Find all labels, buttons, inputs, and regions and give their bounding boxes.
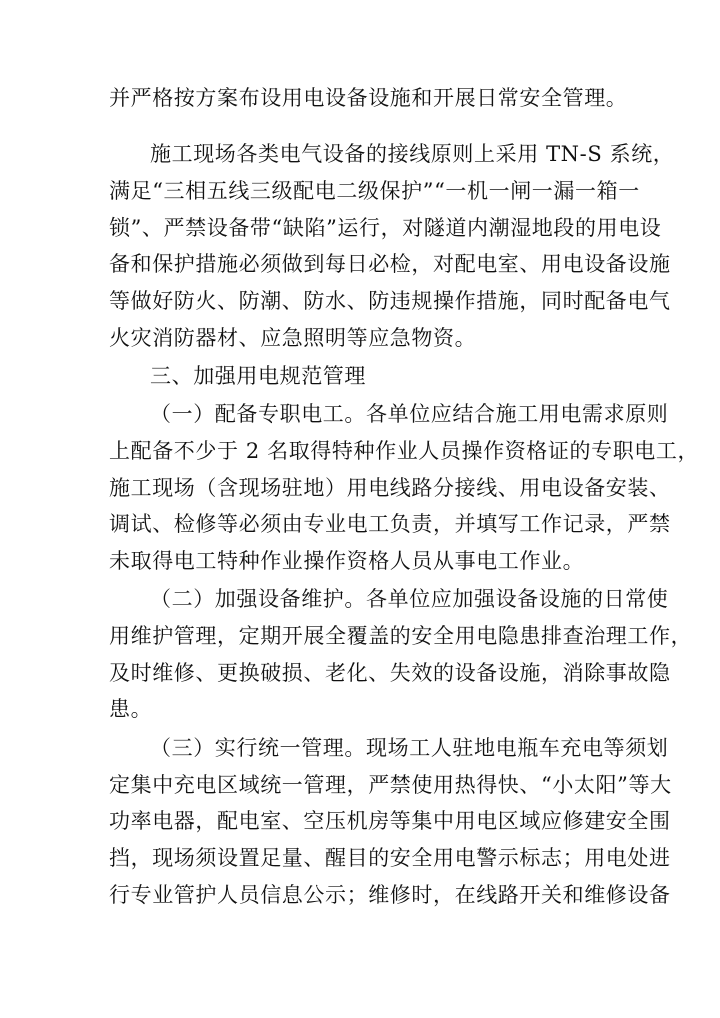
text-line: 未取得电工特种作业操作资格人员从事电工作业。 — [109, 549, 585, 573]
text-line: （三）实行统一管理。现场工人驻地电瓶车充电等须划 — [150, 736, 669, 760]
text-line: 患。 — [109, 697, 153, 721]
text-line: 调试、检修等必须由专业电工负责，并填写工作记录，严禁 — [109, 512, 671, 536]
text-line: 挡，现场须设置足量、醒目的安全用电警示标志；用电处进 — [109, 846, 671, 870]
text-line: 备和保护措施必须做到每日必检，对配电室、用电设备设施 — [109, 252, 671, 276]
text-line: 功率电器，配电室、空压机房等集中用电区域应修建安全围 — [109, 809, 671, 833]
text-line: 施工现场各类电气设备的接线原则上采用 TN-S 系统， — [150, 142, 675, 166]
text-line: 行专业管护人员信息公示；维修时，在线路开关和维修设备 — [109, 883, 671, 907]
text-line: 火灾消防器材、应急照明等应急物资。 — [109, 326, 477, 350]
text-line: 等做好防火、防潮、防水、防违规操作措施，同时配备电气 — [109, 289, 671, 313]
text-line: 上配备不少于 2 名取得特种作业人员操作资格证的专职电工， — [109, 439, 700, 463]
text-line: 满足“三相五线三级配电二级保护”“一机一闸一漏一箱一 — [109, 179, 640, 203]
text-line: 施工现场（含现场驻地）用电线路分接线、用电设备安装、 — [109, 476, 671, 500]
section-heading: 三、加强用电规范管理 — [150, 364, 366, 388]
text-line: 用维护管理，定期开展全覆盖的安全用电隐患排查治理工作， — [109, 624, 693, 648]
text-line: 并严格按方案布设用电设备设施和开展日常安全管理。 — [109, 86, 628, 110]
text-line: 定集中充电区域统一管理，严禁使用热得快、“小太阳”等大 — [109, 773, 672, 797]
text-line: （一）配备专职电工。各单位应结合施工用电需求原则 — [150, 402, 669, 426]
text-line: （二）加强设备维护。各单位应加强设备设施的日常使 — [150, 587, 669, 611]
text-line: 锁”、严禁设备带“缺陷”运行，对隧道内潮湿地段的用电设 — [109, 216, 662, 240]
text-line: 及时维修、更换破损、老化、失效的设备设施，消除事故隐 — [109, 661, 671, 685]
